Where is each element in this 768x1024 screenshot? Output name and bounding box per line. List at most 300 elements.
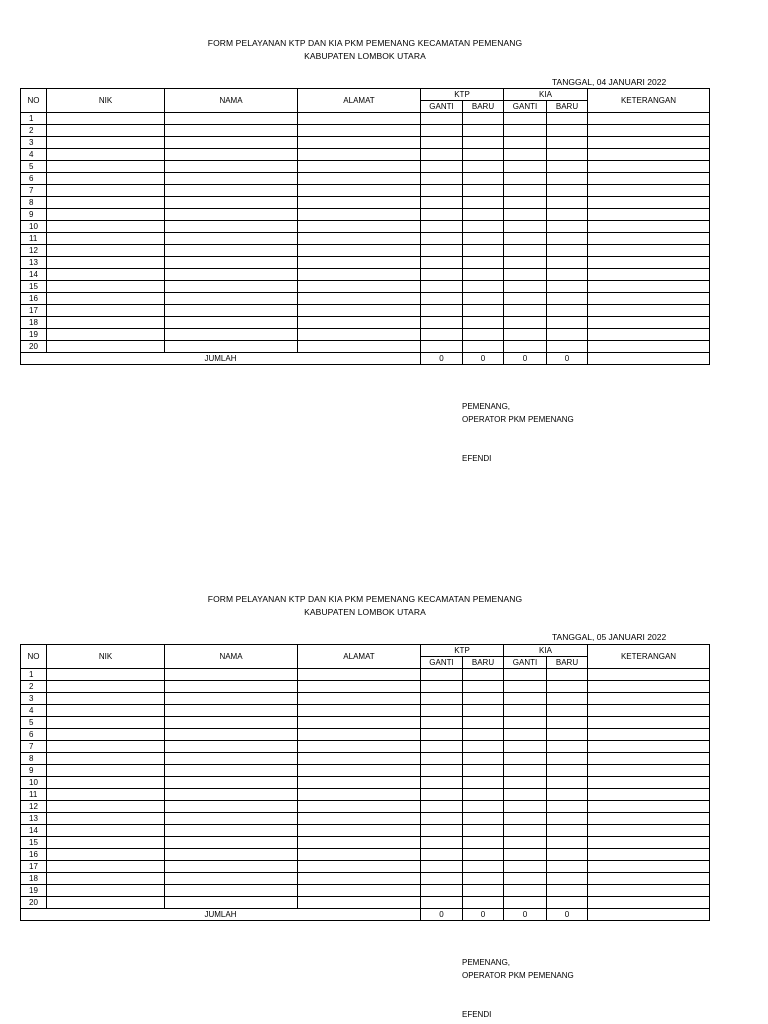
row-nama xyxy=(165,329,298,341)
table-row xyxy=(21,197,710,209)
row-kia-baru xyxy=(547,221,588,233)
header-kia-ganti: GANTI xyxy=(504,101,547,113)
row-nik xyxy=(47,717,165,729)
row-keterangan xyxy=(588,209,710,221)
row-kia-baru xyxy=(547,765,588,777)
table-row xyxy=(21,173,710,185)
row-nama xyxy=(165,245,298,257)
header-kia: KIA xyxy=(504,645,588,657)
row-alamat xyxy=(298,729,421,741)
header-keterangan: KETERANGAN xyxy=(588,645,710,669)
row-keterangan xyxy=(588,161,710,173)
row-ktp-baru xyxy=(463,789,504,801)
row-kia-ganti xyxy=(504,861,547,873)
row-nik xyxy=(47,741,165,753)
header-no: NO xyxy=(21,645,47,669)
table-row xyxy=(21,305,710,317)
form-date: TANGGAL, 05 JANUARI 2022 xyxy=(552,632,667,642)
row-ktp-ganti xyxy=(421,341,463,353)
row-alamat xyxy=(298,233,421,245)
row-ktp-ganti xyxy=(421,741,463,753)
row-nik xyxy=(47,849,165,861)
table-body xyxy=(21,113,710,353)
row-alamat xyxy=(298,705,421,717)
row-ktp-ganti xyxy=(421,825,463,837)
row-kia-ganti xyxy=(504,825,547,837)
row-ktp-baru xyxy=(463,305,504,317)
row-nama xyxy=(165,197,298,209)
row-ktp-ganti xyxy=(421,125,463,137)
row-nama xyxy=(165,777,298,789)
row-no: 3 xyxy=(21,693,47,705)
header-ktp-ganti: GANTI xyxy=(421,101,463,113)
table-row xyxy=(21,125,710,137)
row-ktp-baru xyxy=(463,741,504,753)
row-kia-baru xyxy=(547,125,588,137)
row-kia-baru xyxy=(547,777,588,789)
row-kia-baru xyxy=(547,669,588,681)
row-ktp-baru xyxy=(463,777,504,789)
row-alamat xyxy=(298,257,421,269)
row-keterangan xyxy=(588,753,710,765)
row-alamat xyxy=(298,173,421,185)
row-keterangan xyxy=(588,293,710,305)
row-nama xyxy=(165,185,298,197)
row-kia-ganti xyxy=(504,341,547,353)
row-ktp-ganti xyxy=(421,245,463,257)
row-nik xyxy=(47,185,165,197)
row-nama xyxy=(165,825,298,837)
header-keterangan: KETERANGAN xyxy=(588,89,710,113)
row-ktp-ganti xyxy=(421,777,463,789)
row-keterangan xyxy=(588,741,710,753)
row-ktp-baru xyxy=(463,681,504,693)
table-row xyxy=(21,777,710,789)
row-kia-baru xyxy=(547,137,588,149)
row-no: 5 xyxy=(21,161,47,173)
row-kia-baru xyxy=(547,801,588,813)
row-keterangan xyxy=(588,861,710,873)
row-no: 1 xyxy=(21,113,47,125)
row-ktp-ganti xyxy=(421,729,463,741)
row-no: 8 xyxy=(21,753,47,765)
row-alamat xyxy=(298,149,421,161)
row-keterangan xyxy=(588,317,710,329)
row-kia-ganti xyxy=(504,705,547,717)
header-nama: NAMA xyxy=(165,645,298,669)
table-row xyxy=(21,765,710,777)
row-kia-ganti xyxy=(504,137,547,149)
row-ktp-ganti xyxy=(421,801,463,813)
row-no: 20 xyxy=(21,341,47,353)
row-nama xyxy=(165,849,298,861)
row-nik xyxy=(47,729,165,741)
row-no: 9 xyxy=(21,209,47,221)
row-nik xyxy=(47,705,165,717)
header-kia-ganti: GANTI xyxy=(504,657,547,669)
row-keterangan xyxy=(588,269,710,281)
table-row xyxy=(21,813,710,825)
row-alamat xyxy=(298,693,421,705)
row-kia-baru xyxy=(547,245,588,257)
row-no: 12 xyxy=(21,245,47,257)
row-kia-ganti xyxy=(504,149,547,161)
row-alamat xyxy=(298,789,421,801)
table-row xyxy=(21,741,710,753)
row-alamat xyxy=(298,717,421,729)
row-no: 19 xyxy=(21,329,47,341)
row-ktp-baru xyxy=(463,293,504,305)
row-alamat xyxy=(298,269,421,281)
row-nama xyxy=(165,209,298,221)
form-title-line1: FORM PELAYANAN KTP DAN KIA PKM PEMENANG KECAMATAN PEMENANG xyxy=(207,594,523,604)
row-kia-baru xyxy=(547,825,588,837)
header-kia: KIA xyxy=(504,89,588,101)
row-keterangan xyxy=(588,137,710,149)
row-kia-baru xyxy=(547,873,588,885)
row-ktp-ganti xyxy=(421,837,463,849)
row-ktp-baru xyxy=(463,329,504,341)
total-kia-baru: 0 xyxy=(547,909,588,921)
row-kia-baru xyxy=(547,897,588,909)
row-nik xyxy=(47,137,165,149)
row-nik xyxy=(47,317,165,329)
row-kia-baru xyxy=(547,293,588,305)
row-ktp-baru xyxy=(463,341,504,353)
row-ktp-ganti xyxy=(421,149,463,161)
row-alamat xyxy=(298,777,421,789)
row-ktp-ganti xyxy=(421,293,463,305)
row-keterangan xyxy=(588,681,710,693)
header-ktp-baru: BARU xyxy=(463,101,504,113)
row-nik xyxy=(47,837,165,849)
row-keterangan xyxy=(588,777,710,789)
jumlah-row xyxy=(21,353,710,365)
header-ktp: KTP xyxy=(421,89,504,101)
header-nama: NAMA xyxy=(165,89,298,113)
row-nama xyxy=(165,801,298,813)
row-ktp-baru xyxy=(463,221,504,233)
row-kia-ganti xyxy=(504,209,547,221)
row-no: 11 xyxy=(21,789,47,801)
row-ktp-ganti xyxy=(421,329,463,341)
table-row xyxy=(21,341,710,353)
row-ktp-ganti xyxy=(421,161,463,173)
row-keterangan xyxy=(588,305,710,317)
row-alamat xyxy=(298,293,421,305)
row-alamat xyxy=(298,837,421,849)
row-ktp-baru xyxy=(463,137,504,149)
row-ktp-baru xyxy=(463,693,504,705)
row-kia-ganti xyxy=(504,125,547,137)
header-kia-baru: BARU xyxy=(547,101,588,113)
row-ktp-baru xyxy=(463,281,504,293)
row-no: 6 xyxy=(21,173,47,185)
row-kia-baru xyxy=(547,885,588,897)
row-no: 16 xyxy=(21,849,47,861)
row-ktp-ganti xyxy=(421,849,463,861)
row-ktp-baru xyxy=(463,161,504,173)
row-kia-ganti xyxy=(504,765,547,777)
table-row xyxy=(21,161,710,173)
row-keterangan xyxy=(588,765,710,777)
row-no: 13 xyxy=(21,813,47,825)
row-alamat xyxy=(298,873,421,885)
row-ktp-baru xyxy=(463,125,504,137)
header-nik: NIK xyxy=(47,89,165,113)
row-kia-ganti xyxy=(504,317,547,329)
row-ktp-ganti xyxy=(421,753,463,765)
row-ktp-baru xyxy=(463,729,504,741)
row-nama xyxy=(165,717,298,729)
row-ktp-ganti xyxy=(421,281,463,293)
table-row xyxy=(21,885,710,897)
row-no: 6 xyxy=(21,729,47,741)
row-nik xyxy=(47,233,165,245)
row-no: 10 xyxy=(21,221,47,233)
row-nama xyxy=(165,837,298,849)
row-no: 10 xyxy=(21,777,47,789)
row-nama xyxy=(165,861,298,873)
table-row xyxy=(21,693,710,705)
row-ktp-baru xyxy=(463,257,504,269)
row-keterangan xyxy=(588,729,710,741)
row-keterangan xyxy=(588,233,710,245)
row-alamat xyxy=(298,221,421,233)
total-kia-ganti: 0 xyxy=(504,909,547,921)
row-kia-ganti xyxy=(504,197,547,209)
row-kia-baru xyxy=(547,813,588,825)
row-ktp-ganti xyxy=(421,317,463,329)
row-kia-ganti xyxy=(504,777,547,789)
table-body xyxy=(21,669,710,909)
row-ktp-baru xyxy=(463,245,504,257)
row-no: 2 xyxy=(21,125,47,137)
form-title-line2: KABUPATEN LOMBOK UTARA xyxy=(304,607,426,617)
row-keterangan xyxy=(588,149,710,161)
form-title-line1: FORM PELAYANAN KTP DAN KIA PKM PEMENANG KECAMATAN PEMENANG xyxy=(207,38,523,48)
row-keterangan xyxy=(588,789,710,801)
row-kia-ganti xyxy=(504,813,547,825)
header-no: NO xyxy=(21,89,47,113)
row-alamat xyxy=(298,765,421,777)
row-ktp-ganti xyxy=(421,693,463,705)
row-ktp-ganti xyxy=(421,197,463,209)
row-kia-baru xyxy=(547,837,588,849)
row-ktp-ganti xyxy=(421,233,463,245)
row-keterangan xyxy=(588,873,710,885)
row-kia-baru xyxy=(547,149,588,161)
table-row xyxy=(21,717,710,729)
row-ktp-baru xyxy=(463,173,504,185)
row-kia-baru xyxy=(547,113,588,125)
row-alamat xyxy=(298,317,421,329)
row-alamat xyxy=(298,185,421,197)
row-keterangan xyxy=(588,669,710,681)
row-kia-ganti xyxy=(504,897,547,909)
row-ktp-baru xyxy=(463,717,504,729)
form-title-line2: KABUPATEN LOMBOK UTARA xyxy=(304,51,426,61)
table-row xyxy=(21,209,710,221)
jumlah-label: JUMLAH xyxy=(21,353,421,365)
header-ktp-baru: BARU xyxy=(463,657,504,669)
row-nama xyxy=(165,789,298,801)
row-kia-baru xyxy=(547,233,588,245)
row-nama xyxy=(165,341,298,353)
row-nama xyxy=(165,125,298,137)
total-kia-baru: 0 xyxy=(547,353,588,365)
row-keterangan xyxy=(588,825,710,837)
row-kia-ganti xyxy=(504,681,547,693)
table-row xyxy=(21,729,710,741)
row-ktp-ganti xyxy=(421,789,463,801)
row-nama xyxy=(165,113,298,125)
row-alamat xyxy=(298,753,421,765)
row-alamat xyxy=(298,305,421,317)
row-ktp-baru xyxy=(463,765,504,777)
row-no: 19 xyxy=(21,885,47,897)
row-keterangan xyxy=(588,329,710,341)
row-nik xyxy=(47,693,165,705)
row-alamat xyxy=(298,849,421,861)
row-no: 4 xyxy=(21,705,47,717)
row-no: 8 xyxy=(21,197,47,209)
row-alamat xyxy=(298,341,421,353)
row-kia-baru xyxy=(547,209,588,221)
row-ktp-ganti xyxy=(421,173,463,185)
row-keterangan xyxy=(588,849,710,861)
row-kia-ganti xyxy=(504,269,547,281)
row-ktp-baru xyxy=(463,209,504,221)
row-no: 9 xyxy=(21,765,47,777)
row-no: 16 xyxy=(21,293,47,305)
row-kia-ganti xyxy=(504,837,547,849)
row-ktp-ganti xyxy=(421,873,463,885)
row-keterangan xyxy=(588,705,710,717)
total-ktp-ganti: 0 xyxy=(421,353,463,365)
table-row xyxy=(21,861,710,873)
row-kia-baru xyxy=(547,269,588,281)
table-row xyxy=(21,837,710,849)
row-kia-baru xyxy=(547,849,588,861)
row-ktp-ganti xyxy=(421,209,463,221)
table-row xyxy=(21,257,710,269)
row-nik xyxy=(47,293,165,305)
row-kia-baru xyxy=(547,317,588,329)
signature-role: OPERATOR PKM PEMENANG xyxy=(462,415,574,424)
row-keterangan xyxy=(588,245,710,257)
row-kia-ganti xyxy=(504,693,547,705)
row-nama xyxy=(165,317,298,329)
row-alamat xyxy=(298,245,421,257)
row-ktp-baru xyxy=(463,753,504,765)
row-alamat xyxy=(298,669,421,681)
header-kia-baru: BARU xyxy=(547,657,588,669)
row-ktp-baru xyxy=(463,897,504,909)
row-kia-baru xyxy=(547,281,588,293)
row-nik xyxy=(47,873,165,885)
row-nik xyxy=(47,789,165,801)
jumlah-label: JUMLAH xyxy=(21,909,421,921)
row-keterangan xyxy=(588,257,710,269)
table-row xyxy=(21,329,710,341)
row-nama xyxy=(165,221,298,233)
row-no: 14 xyxy=(21,825,47,837)
row-alamat xyxy=(298,281,421,293)
header-ktp-ganti: GANTI xyxy=(421,657,463,669)
row-kia-baru xyxy=(547,741,588,753)
row-kia-ganti xyxy=(504,789,547,801)
row-ktp-baru xyxy=(463,825,504,837)
row-nik xyxy=(47,885,165,897)
row-kia-baru xyxy=(547,185,588,197)
row-nama xyxy=(165,873,298,885)
row-nama xyxy=(165,693,298,705)
row-kia-ganti xyxy=(504,669,547,681)
row-kia-ganti xyxy=(504,293,547,305)
row-alamat xyxy=(298,329,421,341)
total-ktp-baru: 0 xyxy=(463,353,504,365)
table-row xyxy=(21,849,710,861)
row-nama xyxy=(165,233,298,245)
row-kia-ganti xyxy=(504,729,547,741)
row-alamat xyxy=(298,113,421,125)
total-keterangan xyxy=(588,909,710,921)
row-ktp-baru xyxy=(463,197,504,209)
row-ktp-ganti xyxy=(421,813,463,825)
row-kia-ganti xyxy=(504,717,547,729)
row-ktp-baru xyxy=(463,317,504,329)
jumlah-row xyxy=(21,909,710,921)
row-nama xyxy=(165,729,298,741)
row-kia-baru xyxy=(547,789,588,801)
row-ktp-baru xyxy=(463,873,504,885)
signature-name: EFENDI xyxy=(462,454,492,463)
row-ktp-ganti xyxy=(421,897,463,909)
row-no: 20 xyxy=(21,897,47,909)
signature-role: OPERATOR PKM PEMENANG xyxy=(462,971,574,980)
row-keterangan xyxy=(588,221,710,233)
row-keterangan xyxy=(588,717,710,729)
row-no: 3 xyxy=(21,137,47,149)
row-nama xyxy=(165,161,298,173)
row-alamat xyxy=(298,861,421,873)
row-nik xyxy=(47,777,165,789)
total-ktp-ganti: 0 xyxy=(421,909,463,921)
row-no: 11 xyxy=(21,233,47,245)
table-row xyxy=(21,897,710,909)
header-nik: NIK xyxy=(47,645,165,669)
row-keterangan xyxy=(588,113,710,125)
row-ktp-ganti xyxy=(421,221,463,233)
table-row xyxy=(21,753,710,765)
total-ktp-baru: 0 xyxy=(463,909,504,921)
row-kia-baru xyxy=(547,329,588,341)
row-ktp-ganti xyxy=(421,185,463,197)
row-no: 15 xyxy=(21,281,47,293)
table-row xyxy=(21,269,710,281)
row-ktp-ganti xyxy=(421,681,463,693)
table-row xyxy=(21,801,710,813)
row-no: 7 xyxy=(21,185,47,197)
row-no: 13 xyxy=(21,257,47,269)
row-nik xyxy=(47,305,165,317)
row-nik xyxy=(47,861,165,873)
row-nik xyxy=(47,897,165,909)
row-kia-ganti xyxy=(504,161,547,173)
row-alamat xyxy=(298,813,421,825)
row-ktp-ganti xyxy=(421,705,463,717)
